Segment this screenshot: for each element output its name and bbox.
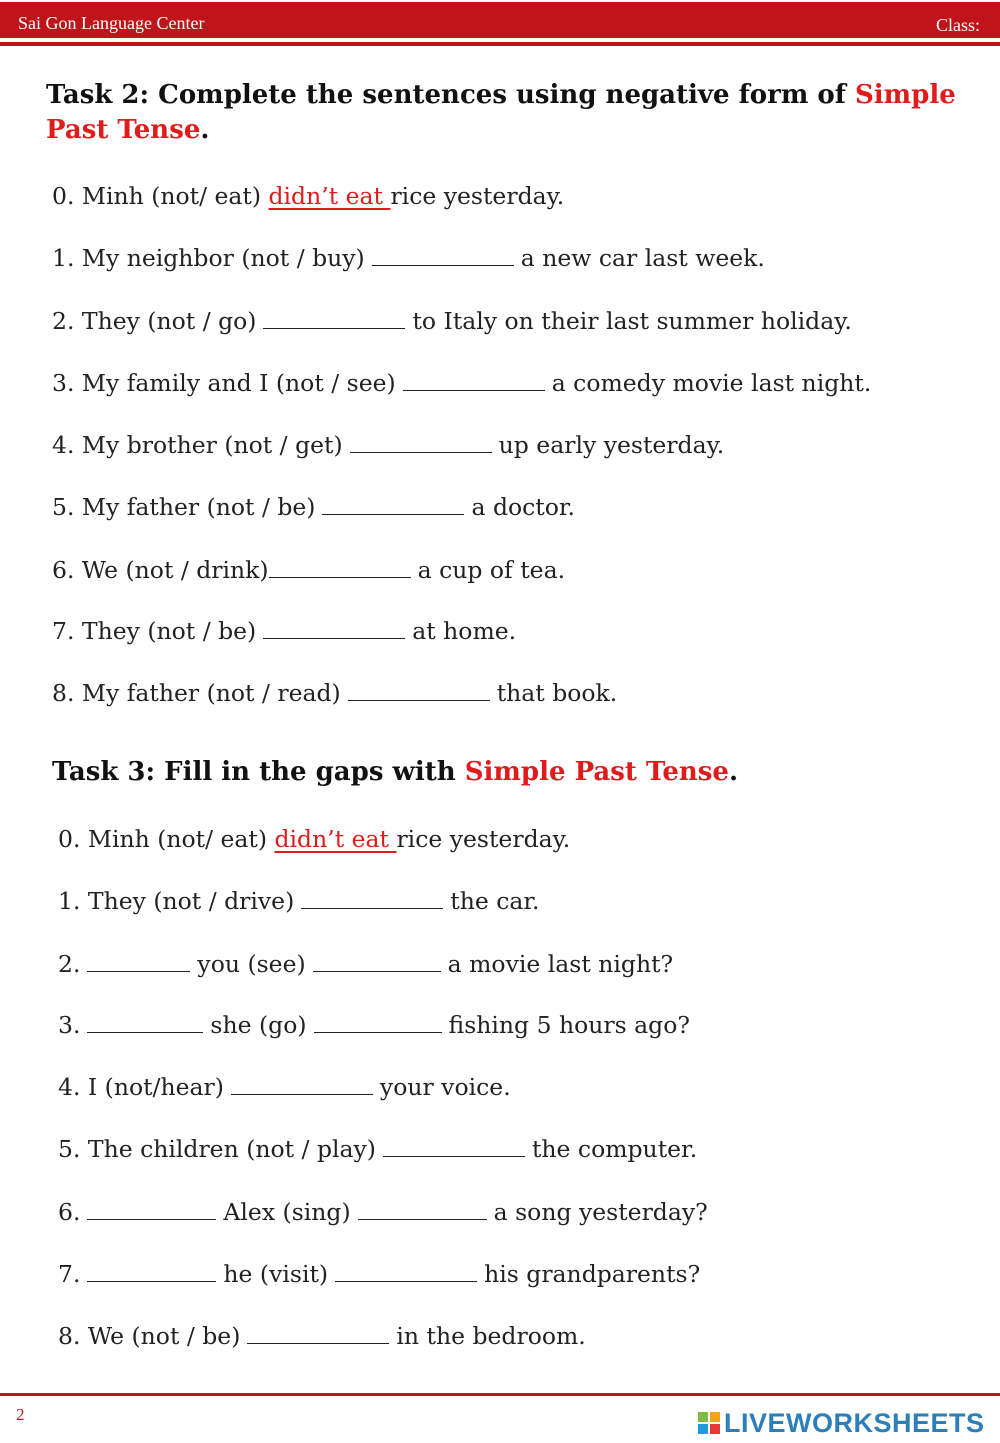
sentence-text: 1. They (not / drive) — [58, 887, 295, 915]
sentence-text: 6. — [58, 1198, 81, 1226]
answer-blank[interactable] — [247, 1342, 389, 1344]
task2-title-highlight: Simple Past Tense — [46, 80, 956, 145]
task3-question-4 — [58, 1073, 511, 1101]
task3-question-6 — [58, 1198, 708, 1226]
task3-question-7 — [58, 1260, 700, 1288]
answer-blank[interactable] — [313, 970, 441, 972]
sentence-text: rice yesterday. — [390, 182, 565, 210]
sentence-text: 8. We (not / be) — [58, 1322, 241, 1350]
sentence-text: she (go) — [210, 1011, 307, 1039]
sentence-text: a doctor. — [471, 493, 576, 521]
sentence-text: to Italy on their last summer holiday. — [412, 307, 852, 335]
answer-blank[interactable] — [87, 970, 190, 972]
sentence-text: the car. — [450, 887, 540, 915]
answer-blank[interactable] — [87, 1280, 216, 1282]
answer-blank[interactable] — [301, 907, 443, 909]
sentence-text: at home. — [412, 617, 517, 645]
task3-title — [52, 755, 962, 790]
task2-example-sentence — [52, 182, 564, 210]
footer-divider — [0, 1393, 1000, 1396]
answer-blank[interactable] — [263, 637, 405, 639]
sentence-text: 7. — [58, 1260, 81, 1288]
center-name: Sai Gon Language Center — [18, 13, 205, 33]
task2-question-8 — [52, 679, 617, 707]
example-answer: didn’t eat — [274, 825, 397, 853]
sentence-text: 6. We (not / drink) — [52, 556, 269, 584]
sentence-text: 4. I (not/hear) — [58, 1073, 224, 1101]
task2-question-1 — [52, 244, 765, 272]
answer-blank[interactable] — [335, 1280, 477, 1282]
task3-question-8 — [58, 1322, 586, 1350]
sentence-text: a cup of tea. — [417, 556, 566, 584]
sentence-text: a comedy movie last night. — [551, 369, 872, 397]
page-number: 2 — [16, 1405, 25, 1424]
header-divider — [0, 42, 1000, 46]
task2-title-prefix: Task 2: Complete the sentences using negative form of — [46, 80, 855, 110]
task2-title — [46, 78, 956, 148]
sentence-text: you (see) — [197, 950, 306, 978]
sentence-text: that book. — [496, 679, 618, 707]
example-answer: didn’t eat — [268, 182, 391, 210]
answer-blank[interactable] — [372, 264, 514, 266]
task2-title-suffix: . — [200, 115, 210, 145]
sentence-text: a song yesterday? — [493, 1198, 708, 1226]
answer-blank[interactable] — [314, 1031, 442, 1033]
sentence-text: a new car last week. — [520, 244, 765, 272]
sentence-text: 0. Minh (not/ eat) — [58, 825, 275, 853]
task3-title-highlight: Simple Past Tense — [464, 757, 729, 787]
task3-example-sentence — [58, 825, 570, 853]
sentence-text: 3. My family and I (not / see) — [52, 369, 396, 397]
task2-question-2 — [52, 307, 852, 335]
sentence-text: his grandparents? — [484, 1260, 701, 1288]
task3-question-1 — [58, 887, 540, 915]
answer-blank[interactable] — [358, 1218, 487, 1220]
task2-question-5 — [52, 493, 575, 521]
sentence-text: up early yesterday. — [498, 431, 725, 459]
task2-question-3 — [52, 369, 871, 397]
task3-question-5 — [58, 1135, 697, 1163]
sentence-text: 8. My father (not / read) — [52, 679, 341, 707]
sentence-text: 4. My brother (not / get) — [52, 431, 343, 459]
liveworksheets-logo-icon — [698, 1412, 720, 1434]
answer-blank[interactable] — [383, 1155, 525, 1157]
sentence-text: a movie last night? — [447, 950, 674, 978]
answer-blank[interactable] — [269, 576, 411, 578]
sentence-text: fishing 5 hours ago? — [448, 1011, 690, 1039]
answer-blank[interactable] — [87, 1031, 203, 1033]
answer-blank[interactable] — [348, 699, 490, 701]
task2-question-4 — [52, 431, 724, 459]
sentence-text: 1. My neighbor (not / buy) — [52, 244, 365, 272]
answer-blank[interactable] — [263, 327, 405, 329]
page-header-bar — [0, 2, 1000, 38]
sentence-text: your voice. — [379, 1073, 511, 1101]
sentence-text: the computer. — [531, 1135, 698, 1163]
sentence-text: 2. — [58, 950, 81, 978]
sentence-text: 5. The children (not / play) — [58, 1135, 376, 1163]
sentence-text: rice yesterday. — [396, 825, 571, 853]
task2-question-7 — [52, 617, 516, 645]
answer-blank[interactable] — [87, 1218, 216, 1220]
sentence-text: he (visit) — [223, 1260, 329, 1288]
task3-question-3 — [58, 1011, 690, 1039]
sentence-text: 7. They (not / be) — [52, 617, 257, 645]
sentence-text: in the bedroom. — [396, 1322, 586, 1350]
sentence-text: 2. They (not / go) — [52, 307, 257, 335]
answer-blank[interactable] — [350, 451, 492, 453]
task3-title-prefix: Task 3: Fill in the gaps with — [52, 757, 465, 787]
task3-question-2 — [58, 950, 673, 978]
logo-text: LIVEWORKSHEETS — [724, 1407, 985, 1438]
answer-blank[interactable] — [403, 389, 545, 391]
answer-blank[interactable] — [231, 1093, 373, 1095]
task3-title-suffix: . — [728, 757, 739, 787]
sentence-text: Alex (sing) — [223, 1198, 351, 1226]
sentence-text: 5. My father (not / be) — [52, 493, 316, 521]
sentence-text: 0. Minh (not/ eat) — [52, 182, 269, 210]
class-label: Class: — [935, 15, 980, 35]
answer-blank[interactable] — [322, 513, 464, 515]
sentence-text: 3. — [58, 1011, 81, 1039]
task2-question-6 — [52, 556, 565, 584]
liveworksheets-logo — [698, 1407, 985, 1439]
